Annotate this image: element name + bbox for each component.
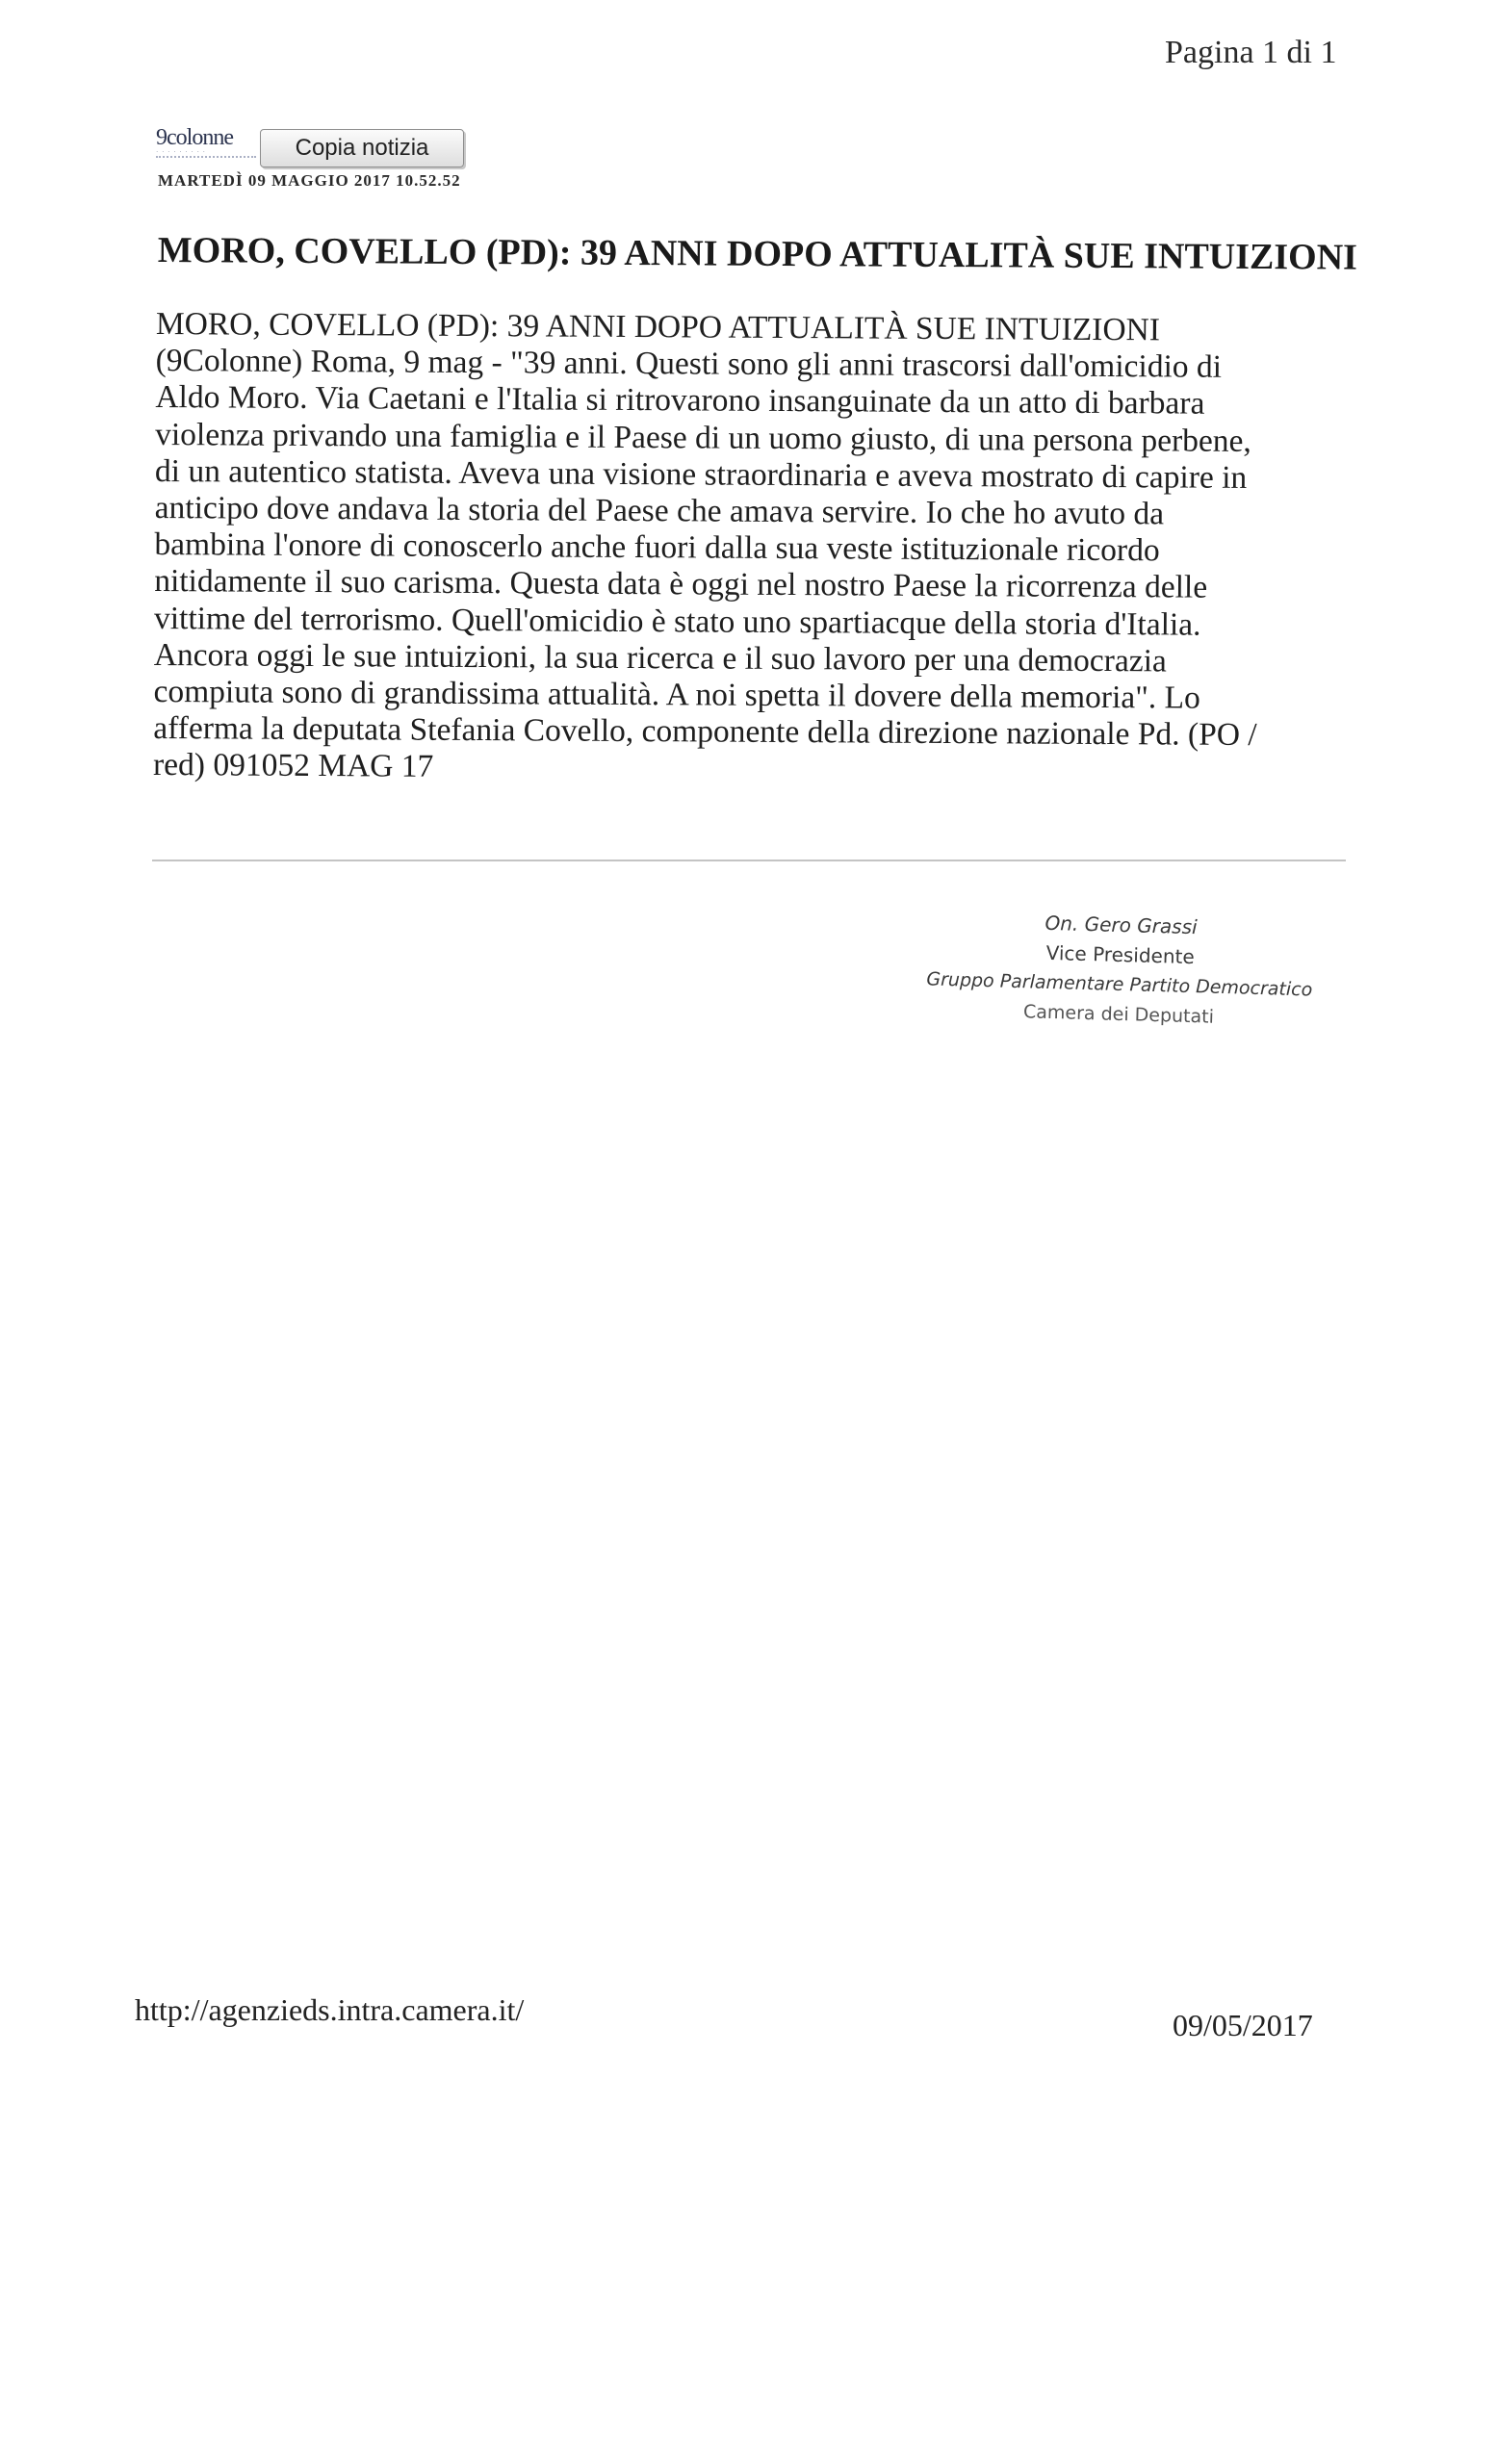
news-body xyxy=(153,306,1338,791)
news-body-line: Aldo Moro. Via Caetani e l'Italia si ritrovarono insanguinate da un atto di barbara xyxy=(155,379,1205,423)
news-body-line: vittime del terrorismo. Quell'omicidio è stato uno spartiacque della storia d'Italia. xyxy=(153,600,1201,643)
page-number-label: Pagina 1 di 1 xyxy=(1165,35,1337,70)
agency-logo xyxy=(156,127,256,158)
news-headline: MORO, COVELLO (PD): 39 ANNI DOPO ATTUALITÀ SUE INTUIZIONI xyxy=(157,229,1358,278)
news-body-line: red) 091052 MAG 17 xyxy=(152,747,434,785)
stamp-group: Gruppo Parlamentare Partito Democratico xyxy=(926,968,1313,1001)
footer-date: 09/05/2017 xyxy=(1173,2008,1313,2042)
news-body-line: violenza privando una famiglia e il Paese di un uomo giusto, di una persona perbene, xyxy=(155,416,1251,459)
deputy-stamp xyxy=(902,905,1338,1037)
news-body-line: anticipo dove andava la storia del Paese che amava servire. Io che ho avuto da xyxy=(154,490,1165,532)
stamp-house: Camera dei Deputati xyxy=(1022,1001,1215,1028)
copy-news-button[interactable]: Copia notizia xyxy=(260,129,464,167)
agency-logo-subtext: · · · · · · · · · xyxy=(156,148,206,156)
stamp-role: Vice Presidente xyxy=(1045,940,1196,969)
news-body-line: di un autentico statista. Aveva una visione straordinaria e aveva mostrato di capire in xyxy=(154,452,1248,496)
section-divider xyxy=(152,860,1346,861)
news-body-line: Ancora oggi le sue intuizioni, la sua ricerca e il suo lavoro per una democrazia xyxy=(153,636,1167,680)
news-body-line: afferma la deputata Stefania Covello, componente della direzione nazionale Pd. (PO / xyxy=(153,710,1257,754)
footer-url: http://agenzieds.intra.camera.it/ xyxy=(135,1992,525,2027)
news-body-line: MORO, COVELLO (PD): 39 ANNI DOPO ATTUALITÀ SUE INTUIZIONI xyxy=(155,306,1161,348)
news-body-line: (9Colonne) Roma, 9 mag - "39 anni. Questi sono gli anni trascorsi dall'omicidio di xyxy=(155,343,1223,385)
news-body-line: nitidamente il suo carisma. Questa data è oggi nel nostro Paese la ricorrenza delle xyxy=(154,563,1208,606)
agency-logo-text: 9colonne xyxy=(156,125,233,150)
news-datetime: MARTEDÌ 09 MAGGIO 2017 10.52.52 xyxy=(158,171,461,190)
stamp-name: On. Gero Grassi xyxy=(1045,911,1198,939)
news-body-line: bambina l'onore di conoscerlo anche fuori dalla sua veste istituzionale ricordo xyxy=(154,526,1160,569)
news-body-line: compiuta sono di grandissima attualità. A noi spetta il dovere della memoria". Lo xyxy=(153,674,1200,716)
